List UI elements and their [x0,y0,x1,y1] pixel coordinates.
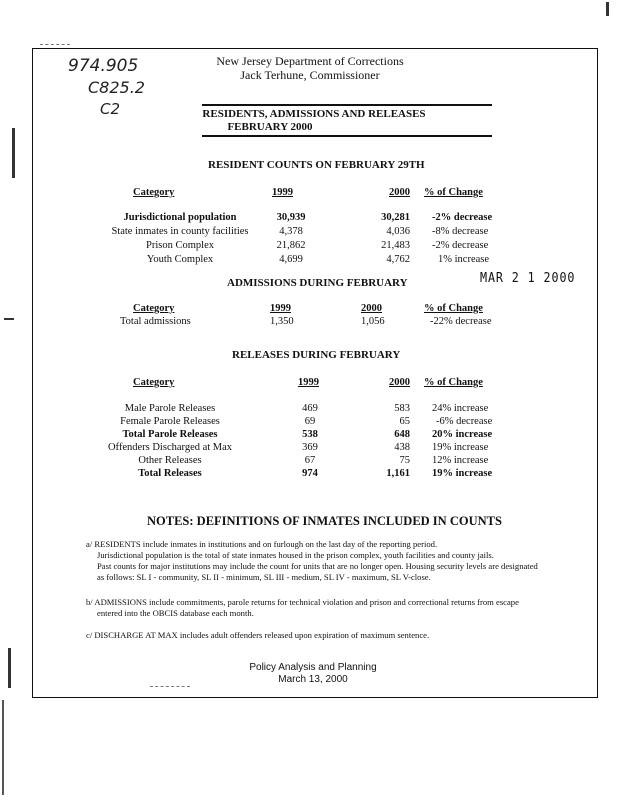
releases-1999: 67 [304,455,316,466]
residents-1999: 4,378 [279,226,303,237]
agency-name: New Jersey Department of Corrections [216,54,404,68]
releases-2000: 65 [399,416,410,427]
residents-2000: 30,281 [381,212,410,223]
received-date-stamp: MAR 2 1 2000 [480,271,576,286]
releases-change: 12% increase [432,455,489,466]
releases-header-1999: 1999 [298,377,319,388]
note-a-line1: a/ RESIDENTS include inmates in institutions and on furlough on the last day of the reporting period. [86,539,438,549]
releases-change: 24% increase [432,403,489,414]
residents-change: -2% decrease [432,240,489,251]
admissions-header-1999: 1999 [270,303,291,314]
residents-category: Prison Complex [146,240,214,251]
header-rule [202,104,492,106]
releases-change: 19% increase [432,468,493,479]
note-b-line1: b/ ADMISSIONS include commitments, parole returns for technical violation and prison and correctional returns from escape [86,597,519,607]
right-border [597,48,598,698]
releases-category: Other Releases [138,455,202,466]
residents-2000: 4,036 [386,226,410,237]
note-a-line4: as follows: SL I - community, SL II - minimum, SL III - medium, SL IV - maximum, SL V-close. [97,572,431,582]
residents-header-1999: 1999 [272,187,293,198]
top-border [32,48,598,49]
admissions-change: -22% decrease [430,316,492,327]
releases-change: 19% increase [432,442,489,453]
bottom-border [32,697,598,698]
releases-section-title: RELEASES DURING FEBRUARY [232,349,401,361]
note-b-line2: entered into the OBCIS database each month. [97,608,254,618]
admissions-2000: 1,056 [361,316,385,327]
admissions-1999: 1,350 [270,316,294,327]
residents-2000: 4,762 [386,254,410,265]
residents-change: -2% decrease [432,212,493,223]
residents-category: Youth Complex [146,254,214,265]
report-title: RESIDENTS, ADMISSIONS AND RELEASES [202,108,426,120]
residents-1999: 21,862 [276,240,306,251]
residents-category: State inmates in county facilities [111,226,249,237]
scan-margin-mark [4,318,14,320]
releases-category: Female Parole Releases [120,416,220,427]
residents-1999: 4,699 [279,254,303,265]
releases-2000: 1,161 [386,468,410,479]
scan-dash-mark [40,44,70,45]
admissions-header-change: % of Change [424,303,483,314]
admissions-section-title: ADMISSIONS DURING FEBRUARY [227,277,408,289]
scan-margin-mark [12,128,15,178]
releases-1999: 369 [302,442,318,453]
footer-office: Policy Analysis and Planning [249,662,377,673]
admissions-header-category: Category [133,303,175,314]
residents-change: 1% increase [438,254,490,265]
releases-header-change: % of Change [424,377,483,388]
releases-category: Total Releases [138,468,202,479]
releases-category: Total Parole Releases [122,429,218,440]
handwritten-call-number-1: 974.905 [68,56,139,76]
releases-2000: 583 [394,403,410,414]
residents-2000: 21,483 [381,240,410,251]
releases-2000: 438 [394,442,410,453]
releases-1999: 469 [302,403,318,414]
scan-margin-mark [2,700,4,795]
note-a-line2: Jurisdictional population is the total of state inmates housed in the prison complex, youth facilities and county jails. [97,550,494,560]
residents-header-change: % of Change [424,187,483,198]
residents-category: Jurisdictional population [123,212,237,223]
admissions-category: Total admissions [120,316,191,327]
title-rule [202,135,492,137]
footer-date: March 13, 2000 [278,674,348,685]
scan-margin-mark [8,648,11,688]
scan-margin-mark [606,2,609,16]
scan-dash-mark [150,686,190,687]
releases-1999: 538 [302,429,318,440]
note-c-line1: c/ DISCHARGE AT MAX includes adult offenders released upon expiration of maximum sentence. [86,630,430,640]
residents-header-category: Category [133,187,175,198]
residents-header-2000: 2000 [389,187,410,198]
admissions-header-2000: 2000 [361,303,382,314]
releases-category: Male Parole Releases [124,403,216,414]
releases-header-category: Category [133,377,175,388]
releases-2000: 648 [394,429,410,440]
handwritten-call-number-3: C2 [100,100,121,118]
releases-change: 20% increase [432,429,493,440]
note-a-line3: Past counts for major institutions may include the count for units that are no longer open. Housing security levels are designated [97,561,538,571]
releases-2000: 75 [399,455,410,466]
residents-1999: 30,939 [276,212,306,223]
report-subtitle: FEBRUARY 2000 [227,121,313,133]
releases-1999: 69 [304,416,316,427]
residents-change: -8% decrease [432,226,489,237]
handwritten-call-number-2: C825.2 [88,78,145,97]
notes-title: NOTES: DEFINITIONS OF INMATES INCLUDED IN COUNTS [147,514,502,528]
residents-section-title: RESIDENT COUNTS ON FEBRUARY 29TH [208,159,425,171]
releases-category: Offenders Discharged at Max [107,442,233,453]
releases-1999: 974 [302,468,318,479]
left-border [32,48,33,698]
releases-change: -6% decrease [436,416,493,427]
commissioner-name: Jack Terhune, Commissioner [240,68,380,82]
releases-header-2000: 2000 [389,377,410,388]
